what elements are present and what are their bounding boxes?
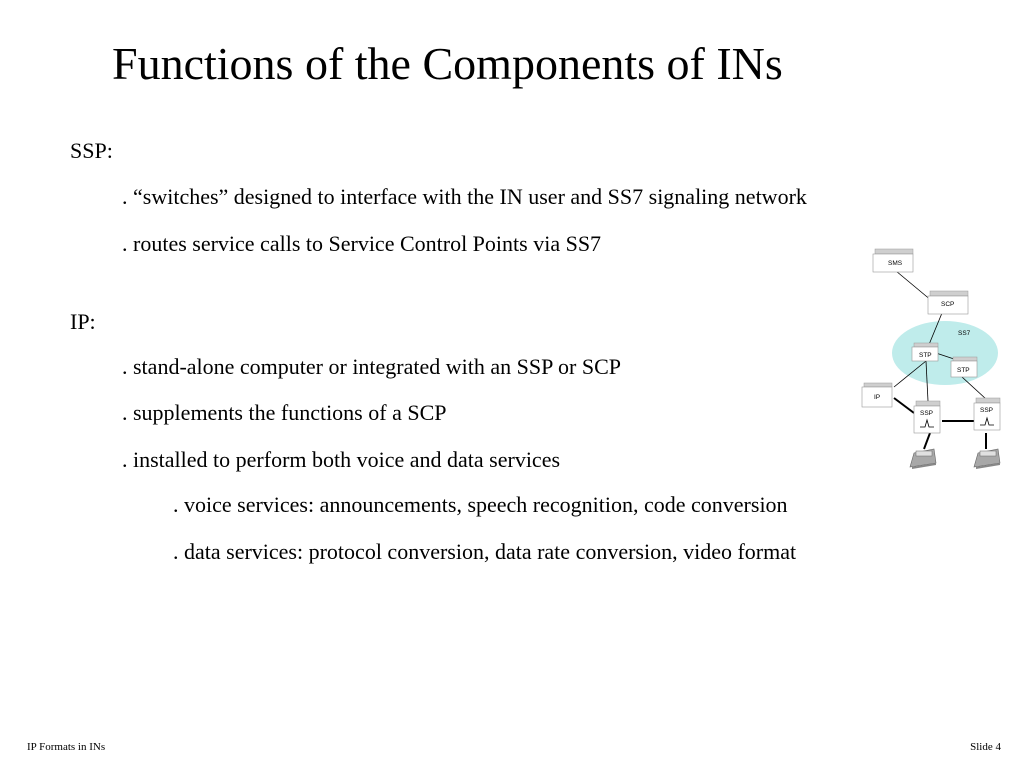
ip-sub-bullet-1: . voice services: announcements, speech recognition, code conversion [173, 492, 788, 517]
sms-node [873, 249, 913, 272]
stp-left-label: STP [919, 352, 932, 359]
ssp-right-node [974, 398, 1000, 430]
ip-bullet-3: . installed to perform both voice and data services [122, 447, 561, 472]
ip-heading: IP: [70, 309, 96, 334]
scp-node [928, 291, 968, 314]
stp-right-label: STP [957, 367, 970, 374]
slide-title: Functions of the Components of INs [112, 38, 783, 89]
slide-number: Slide 4 [970, 741, 1001, 753]
ssp-right-label: SSP [980, 407, 994, 414]
ip-bullet-1: . stand-alone computer or integrated with an SSP or SCP [122, 354, 622, 379]
ip-sub-bullet-2: . data services: protocol conversion, data rate conversion, video format [173, 539, 797, 564]
stp-right-node [951, 357, 977, 377]
ssp-bullet-1: . “switches” designed to interface with the IN user and SS7 signaling network [122, 184, 807, 209]
ssp-left-label: SSP [920, 410, 934, 417]
telephone-icon [974, 449, 1000, 469]
ip-node [862, 383, 892, 407]
stp-left-node [912, 343, 938, 361]
ssp-heading: SSP: [70, 138, 113, 163]
ip-bullet-2: . supplements the functions of a SCP [122, 400, 447, 425]
ip-label: IP [874, 394, 881, 401]
ssp-bullet-2: . routes service calls to Service Control Points via SS7 [122, 231, 602, 256]
ss7-label: SS7 [958, 330, 971, 337]
footer-left: IP Formats in INs [27, 741, 106, 753]
telephone-icon [910, 449, 936, 469]
ssp-left-node [914, 401, 940, 433]
in-network-diagram [858, 243, 1008, 478]
scp-label: SCP [941, 301, 955, 308]
sms-label: SMS [888, 260, 903, 267]
